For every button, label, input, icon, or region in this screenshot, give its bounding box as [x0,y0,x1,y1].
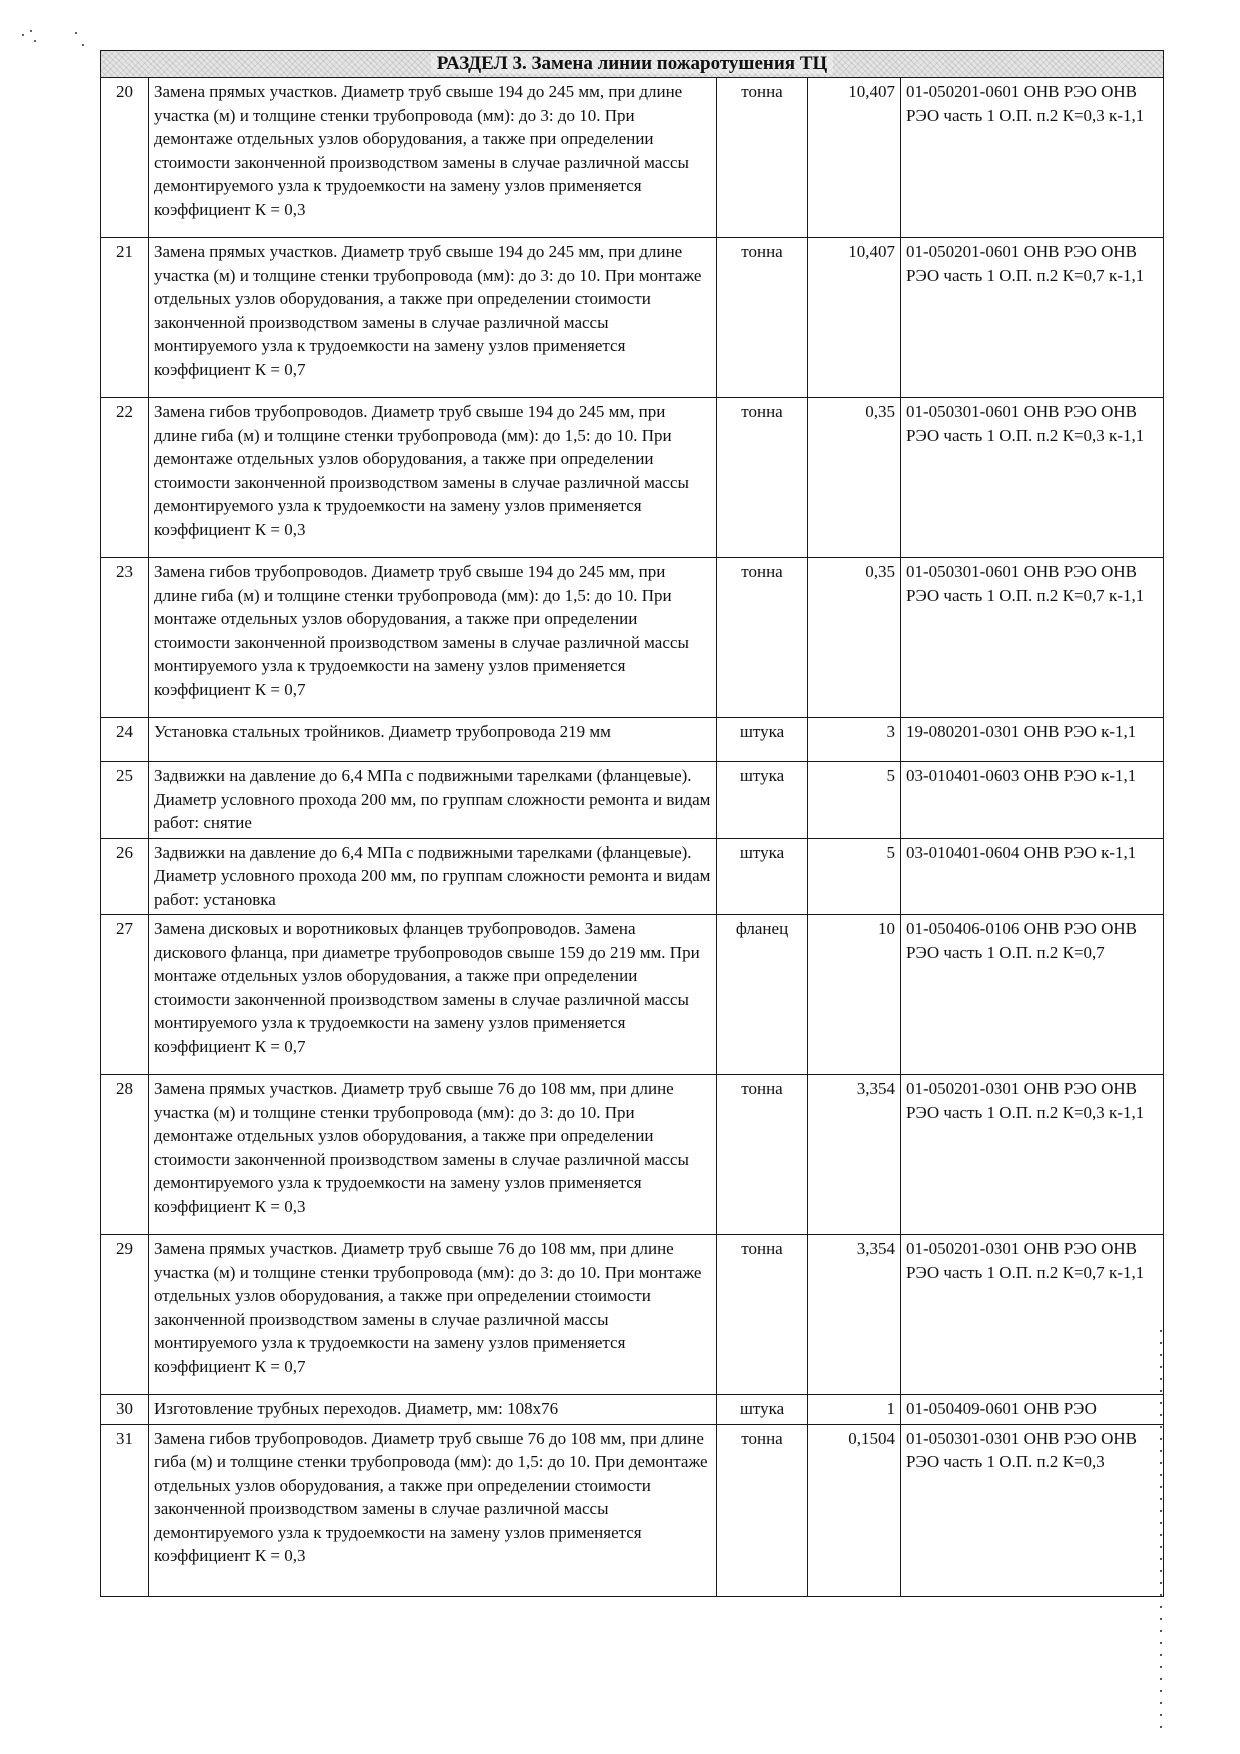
table-row [101,1235,1164,1395]
work-description-cell: Замена прямых участков. Диаметр труб свыше 194 до 245 мм, при длине участка (м) и толщине стенки трубопровода (мм): до 3: до 10. При демонтаже отдельных узлов оборудования, а также при определении стоимости законченной производством замены в случае различной массы демонтируемого узла к трудоемкости на замену узлов применяется коэффициент К = 0,3 [149,78,717,238]
unit-cell: фланец [717,915,808,1075]
rate-code-cell: 19-080201-0301 ОНВ РЭО к-1,1 [901,718,1164,762]
quantity-cell: 10 [808,915,901,1075]
unit-cell: тонна [717,1075,808,1235]
unit-cell: тонна [717,78,808,238]
table-row [101,78,1164,238]
rate-code-cell: 01-050301-0601 ОНВ РЭО ОНВ РЭО часть 1 О.П. п.2 К=0,7 к-1,1 [901,558,1164,718]
row-number-cell: 29 [101,1235,149,1395]
rate-code-cell: 01-050406-0106 ОНВ РЭО ОНВ РЭО часть 1 О.П. п.2 К=0,7 [901,915,1164,1075]
rate-code-cell: 03-010401-0604 ОНВ РЭО к-1,1 [901,838,1164,915]
work-description-cell: Замена прямых участков. Диаметр труб свыше 76 до 108 мм, при длине участка (м) и толщине стенки трубопровода (мм): до 3: до 10. При демонтаже отдельных узлов оборудования, а также при определении стоимости законченной производством замены в случае различной массы демонтируемого узла к трудоемкости на замену узлов применяется коэффициент К = 0,3 [149,1075,717,1235]
row-number-cell: 26 [101,838,149,915]
table-row [101,718,1164,762]
unit-cell: тонна [717,1235,808,1395]
row-number-cell: 22 [101,398,149,558]
unit-cell: штука [717,1395,808,1425]
quantity-cell: 3,354 [808,1235,901,1395]
quantity-cell: 10,407 [808,238,901,398]
quantity-cell: 0,35 [808,398,901,558]
scan-edge-dots [1160,1330,1162,1730]
estimate-table [100,50,1164,1597]
row-number-cell: 20 [101,78,149,238]
table-row [101,1395,1164,1425]
table-row [101,915,1164,1075]
section-header-row [101,51,1164,78]
work-description-cell: Задвижки на давление до 6,4 МПа с подвижными тарелками (фланцевые). Диаметр условного прохода 200 мм, по группам сложности ремонта и видам работ: снятие [149,762,717,839]
row-number-cell: 27 [101,915,149,1075]
work-description-cell: Замена дисковых и воротниковых фланцев трубопроводов. Замена дискового фланца, при диаметре трубопроводов свыше 159 до 219 мм. При монтаже отдельных узлов оборудования, а также при определении стоимости законченной производством замены в случае различной массы монтируемого узла к трудоемкости на замену узлов применяется коэффициент К = 0,7 [149,915,717,1075]
quantity-cell: 3 [808,718,901,762]
row-number-cell: 25 [101,762,149,839]
table-row [101,1424,1164,1596]
quantity-cell: 10,407 [808,78,901,238]
unit-cell: штука [717,838,808,915]
unit-cell: тонна [717,238,808,398]
work-description-cell: Изготовление трубных переходов. Диаметр, мм: 108х76 [149,1395,717,1425]
unit-cell: штука [717,718,808,762]
row-number-cell: 24 [101,718,149,762]
row-number-cell: 21 [101,238,149,398]
table-row [101,398,1164,558]
rate-code-cell: 01-050201-0301 ОНВ РЭО ОНВ РЭО часть 1 О.П. п.2 К=0,3 к-1,1 [901,1075,1164,1235]
table-row [101,238,1164,398]
table-row [101,762,1164,839]
row-number-cell: 30 [101,1395,149,1425]
rate-code-cell: 01-050201-0301 ОНВ РЭО ОНВ РЭО часть 1 О.П. п.2 К=0,7 к-1,1 [901,1235,1164,1395]
rate-code-cell: 01-050301-0301 ОНВ РЭО ОНВ РЭО часть 1 О.П. п.2 К=0,3 [901,1424,1164,1596]
rate-code-cell: 01-050409-0601 ОНВ РЭО [901,1395,1164,1425]
work-description-cell: Замена прямых участков. Диаметр труб свыше 76 до 108 мм, при длине участка (м) и толщине стенки трубопровода (мм): до 3: до 10. При монтаже отдельных узлов оборудования, а также при определении стоимости законченной производством замены в случае различной массы монтируемого узла к трудоемкости на замену узлов применяется коэффициент К = 0,7 [149,1235,717,1395]
work-description-cell: Замена гибов трубопроводов. Диаметр труб свыше 194 до 245 мм, при длине гиба (м) и толщине стенки трубопровода (мм): до 1,5: до 10. При демонтаже отдельных узлов оборудования, а также при определении стоимости законченной производством замены в случае различной массы демонтируемого узла к трудоемкости на замену узлов применяется коэффициент К = 0,3 [149,398,717,558]
row-number-cell: 23 [101,558,149,718]
work-description-cell: Установка стальных тройников. Диаметр трубопровода 219 мм [149,718,717,762]
unit-cell: тонна [717,1424,808,1596]
section-title: РАЗДЕЛ 3. Замена линии пожаротушения ТЦ [431,53,834,74]
section-title-cell [101,51,1164,78]
unit-cell: тонна [717,398,808,558]
work-description-cell: Замена гибов трубопроводов. Диаметр труб свыше 194 до 245 мм, при длине гиба (м) и толщине стенки трубопровода (мм): до 1,5: до 10. При монтаже отдельных узлов оборудования, а также при определении стоимости законченной производством замены в случае различной массы монтируемого узла к трудоемкости на замену узлов применяется коэффициент К = 0,7 [149,558,717,718]
rate-code-cell: 01-050201-0601 ОНВ РЭО ОНВ РЭО часть 1 О.П. п.2 К=0,3 к-1,1 [901,78,1164,238]
rate-code-cell: 01-050301-0601 ОНВ РЭО ОНВ РЭО часть 1 О.П. п.2 К=0,3 к-1,1 [901,398,1164,558]
quantity-cell: 5 [808,838,901,915]
table-row [101,838,1164,915]
quantity-cell: 5 [808,762,901,839]
unit-cell: тонна [717,558,808,718]
rate-code-cell: 01-050201-0601 ОНВ РЭО ОНВ РЭО часть 1 О.П. п.2 К=0,7 к-1,1 [901,238,1164,398]
unit-cell: штука [717,762,808,839]
quantity-cell: 1 [808,1395,901,1425]
work-description-cell: Замена гибов трубопроводов. Диаметр труб свыше 76 до 108 мм, при длине гиба (м) и толщине стенки трубопровода (мм): до 1,5: до 10. При демонтаже отдельных узлов оборудования, а также при определении стоимости законченной производством замены в случае различной массы демонтируемого узла к трудоемкости на замену узлов применяется коэффициент К = 0,3 [149,1424,717,1596]
table-row [101,558,1164,718]
quantity-cell: 0,1504 [808,1424,901,1596]
quantity-cell: 3,354 [808,1075,901,1235]
table-row [101,1075,1164,1235]
row-number-cell: 28 [101,1075,149,1235]
work-description-cell: Задвижки на давление до 6,4 МПа с подвижными тарелками (фланцевые). Диаметр условного прохода 200 мм, по группам сложности ремонта и видам работ: установка [149,838,717,915]
rate-code-cell: 03-010401-0603 ОНВ РЭО к-1,1 [901,762,1164,839]
quantity-cell: 0,35 [808,558,901,718]
work-description-cell: Замена прямых участков. Диаметр труб свыше 194 до 245 мм, при длине участка (м) и толщине стенки трубопровода (мм): до 3: до 10. При монтаже отдельных узлов оборудования, а также при определении стоимости законченной производством замены в случае различной массы монтируемого узла к трудоемкости на замену узлов применяется коэффициент К = 0,7 [149,238,717,398]
row-number-cell: 31 [101,1424,149,1596]
